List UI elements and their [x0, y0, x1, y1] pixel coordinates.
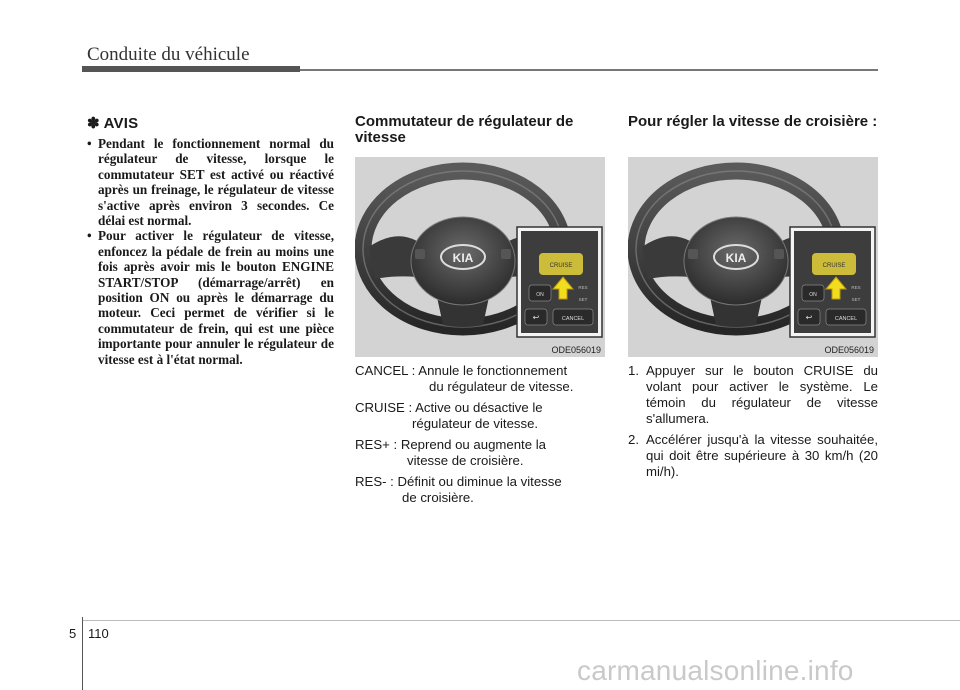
step-text: Appuyer sur le bouton CRUISE du volant pour activer le système. Le témoin du régulateur de vitesse s'allumera. — [646, 363, 878, 426]
notice-item-text: Pour activer le régulateur de vitesse, enfoncez la pédale de frein au moins une fois après avoir mis le bouton ENGINE START/STOP (démarrage/arrêt) en position ON ou après le démarrage du moteur. Ceci permet de vérifier si le commutateur de frein, qui est une pièce importante pour annuler le régulateur de vitesse est à l'état normal. — [98, 228, 334, 367]
definition-term: RES- : — [355, 474, 398, 489]
bullet-icon: • — [87, 228, 92, 244]
step-number: 2. — [628, 432, 639, 447]
notice-box — [87, 114, 334, 367]
step-number: 1. — [628, 363, 639, 378]
step-item — [628, 432, 878, 480]
notice-item-text: Pendant le fonctionnement normal du régulateur de vitesse, lorsque le commutateur SET est activé ou réactivé après un freinage, le régulateur de vitesse s'active après environ 3 secondes. Ce délai est normal. — [98, 136, 334, 229]
footer-rule — [82, 620, 960, 621]
steering-wheel-figure-2 — [628, 157, 878, 357]
header-rule-thin — [300, 69, 878, 71]
on-button-label: ON — [536, 292, 544, 298]
step-text: Accélérer jusqu'à la vitesse souhaitée, qui doit être supérieure à 30 km/h (20 mi/h). — [646, 432, 878, 479]
definition-text: Active ou désactive le — [415, 400, 543, 415]
steering-wheel-illustration — [355, 157, 605, 357]
figure-code: ODE056019 — [824, 345, 874, 355]
watermark: carmanualsonline.info — [577, 655, 854, 686]
definition-text: Définit ou diminue la vitesse — [397, 474, 562, 489]
footer-divider — [82, 617, 83, 690]
step-list — [628, 363, 878, 485]
kia-logo: KIA — [725, 251, 747, 265]
res-label: RES — [851, 285, 861, 290]
bullet-icon: • — [87, 136, 92, 151]
definition-text-cont: régulateur de vitesse. — [412, 416, 539, 431]
setting-section-title: Pour régler la vitesse de croisière : — [628, 113, 878, 130]
res-label: RES — [578, 285, 588, 290]
cruise-button-label: CRUISE — [549, 263, 573, 269]
set-label: SET — [851, 297, 861, 302]
definition-text-cont: vitesse de croisière. — [407, 453, 524, 468]
definition-item — [355, 363, 605, 395]
page-header-title: Conduite du véhicule — [87, 44, 250, 65]
notice-heading — [87, 114, 334, 132]
definition-item — [355, 400, 605, 432]
definition-item — [355, 437, 605, 469]
definition-term: CRUISE : — [355, 400, 416, 415]
switch-section-title: Commutateur de régulateur de vitesse — [355, 113, 574, 146]
set-label: SET — [578, 297, 588, 302]
definition-term: CANCEL : — [355, 363, 419, 378]
definition-term: RES+ : — [355, 437, 401, 452]
steering-wheel-figure — [355, 157, 605, 357]
notice-item — [87, 228, 334, 367]
definition-text: Reprend ou augmente la — [400, 437, 546, 452]
chapter-number: 5 — [69, 626, 77, 641]
page-number: 110 — [88, 626, 109, 641]
kia-logo: KIA — [452, 251, 474, 265]
notice-item — [87, 136, 334, 228]
definition-item — [355, 474, 605, 506]
step-item — [628, 363, 878, 427]
cruise-button-label: CRUISE — [822, 263, 846, 269]
definition-text-cont: du régulateur de vitesse. — [429, 379, 574, 394]
notice-list — [87, 136, 334, 367]
steering-wheel-illustration-2 — [628, 157, 878, 357]
notice-title: AVIS — [103, 115, 139, 132]
cancel-button-label: CANCEL — [561, 316, 585, 322]
return-icon: ↩ — [805, 313, 813, 322]
definition-text: Annule le fonctionnement — [418, 363, 568, 378]
return-icon: ↩ — [532, 313, 540, 322]
cancel-button-label: CANCEL — [834, 316, 858, 322]
notice-symbol-icon: ✽ — [87, 115, 100, 132]
header-rule-thick — [82, 66, 300, 72]
definition-list — [355, 363, 605, 511]
definition-text-cont: de croisière. — [402, 490, 474, 505]
figure-code: ODE056019 — [551, 345, 601, 355]
on-button-label: ON — [809, 292, 817, 298]
